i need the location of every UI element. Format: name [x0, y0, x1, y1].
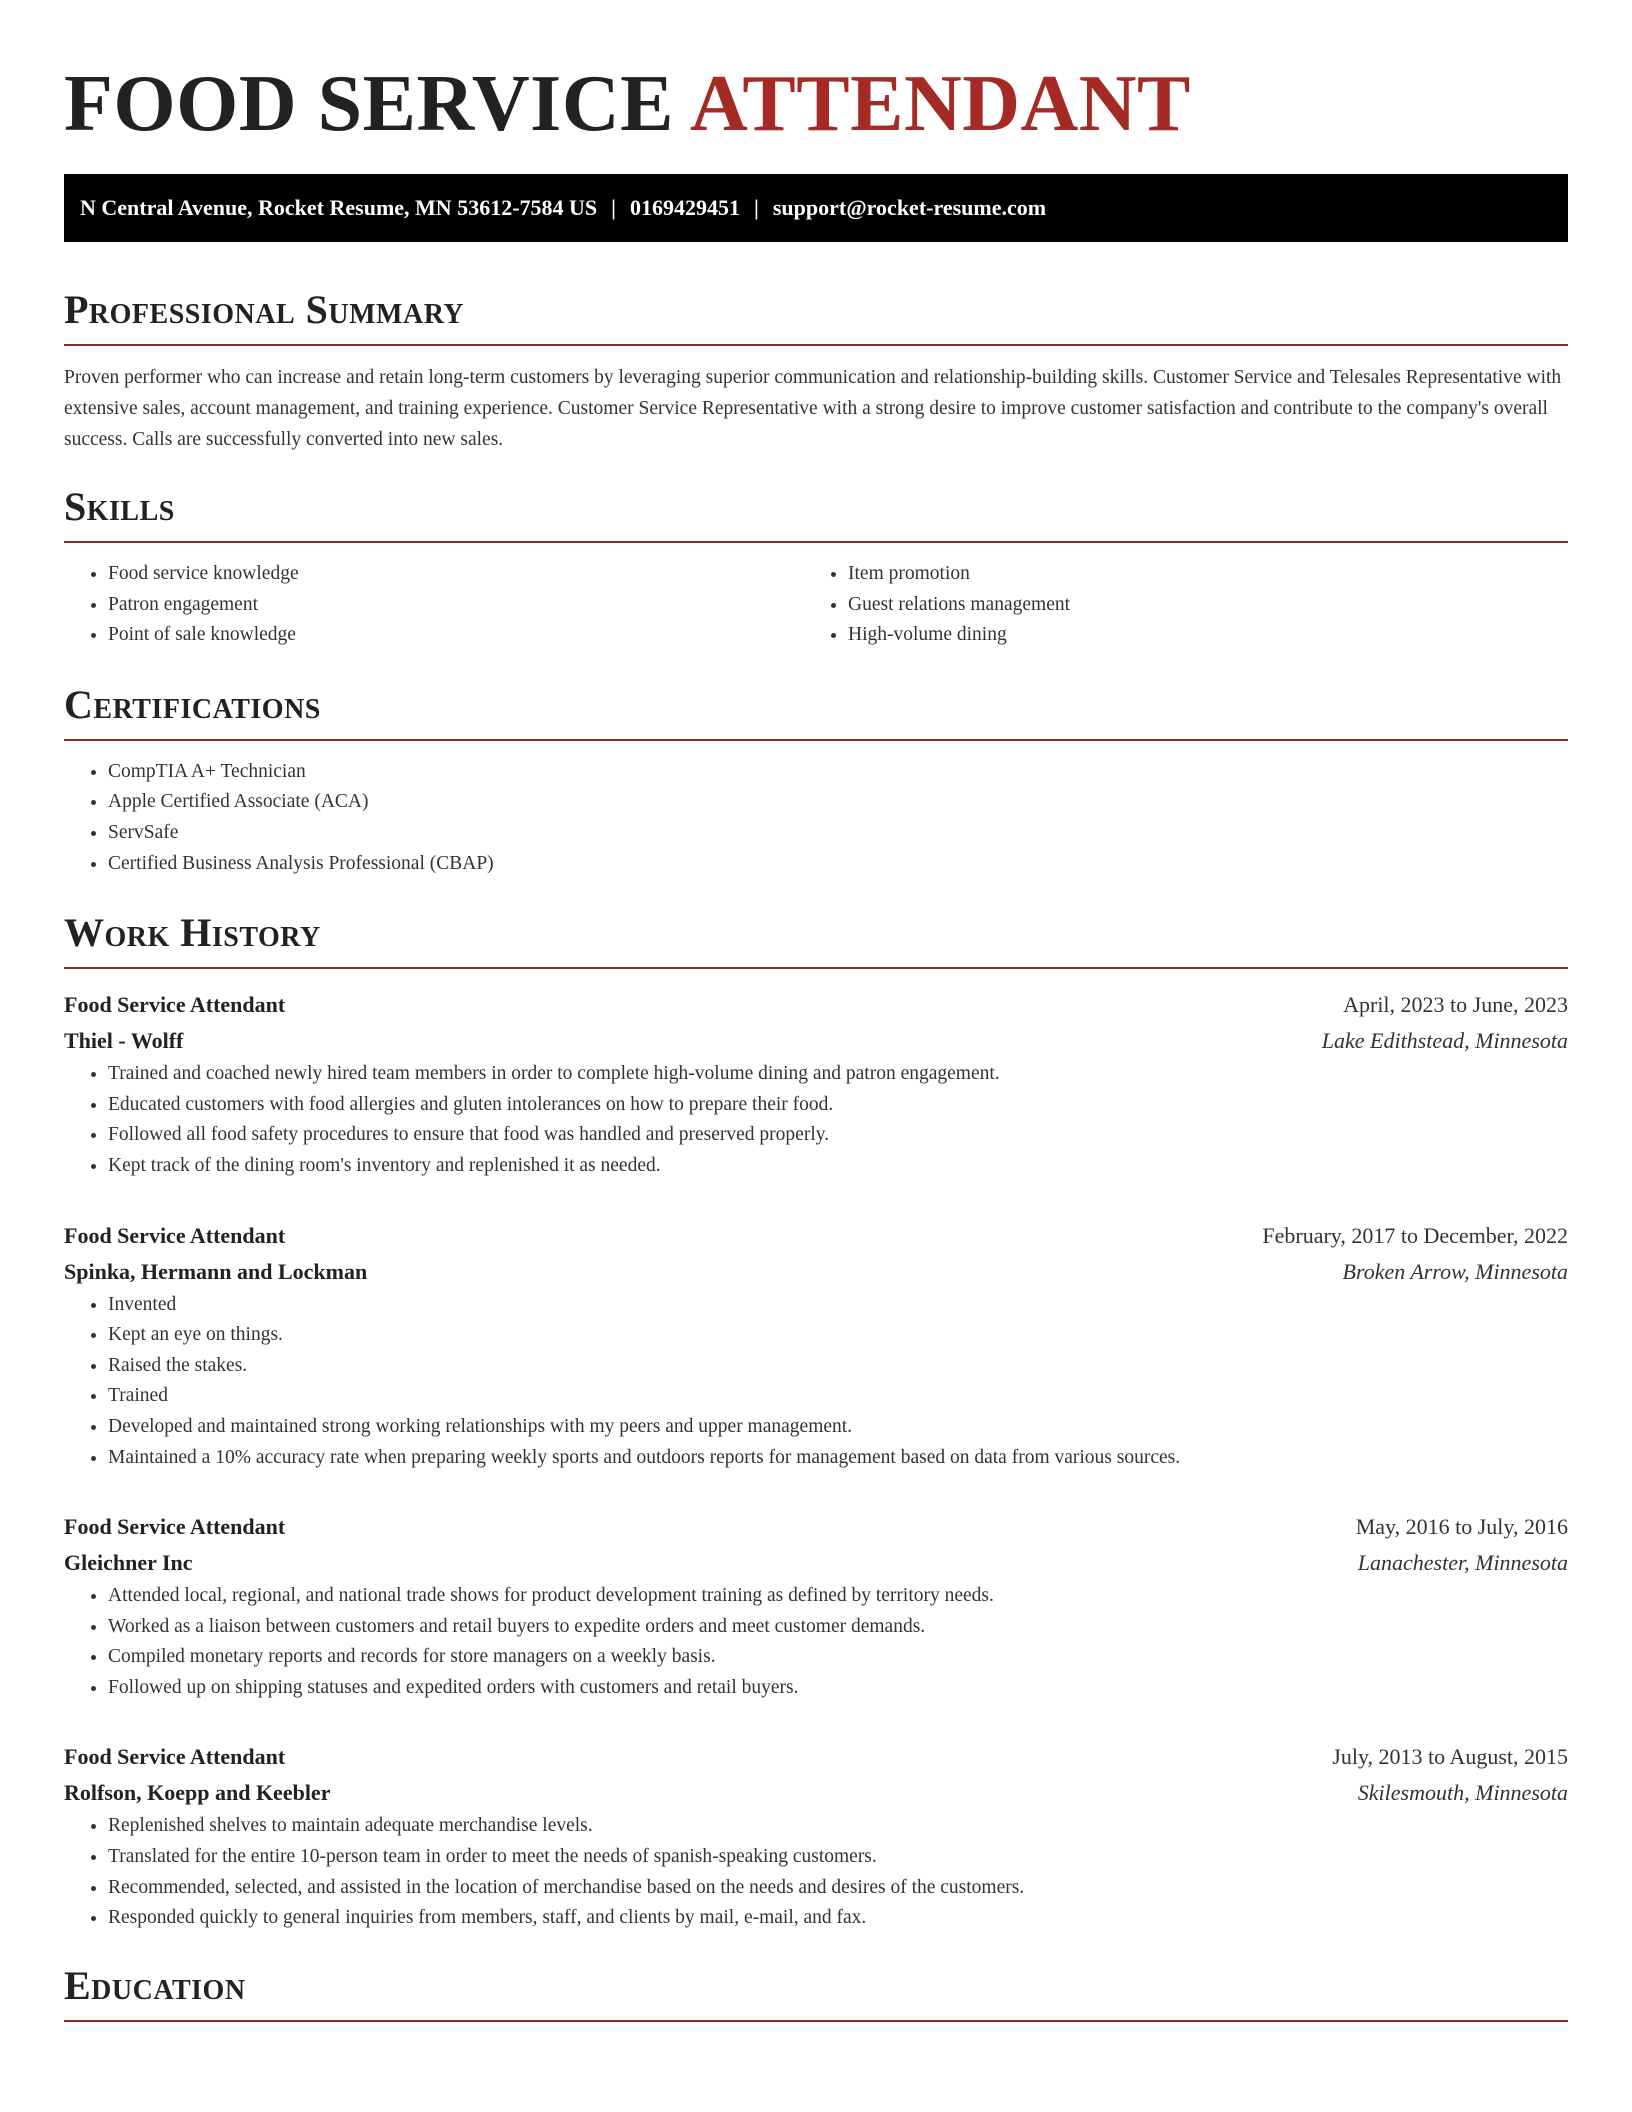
name-last: ATTENDANT — [690, 60, 1191, 148]
job-bullet: • Followed all food safety procedures to ensure that food was handled and preserved properly. — [108, 1120, 1568, 1151]
job-bullet: • Kept track of the dining room's inventory and replenished it as needed. — [108, 1151, 1568, 1182]
job-bullet: • Worked as a liaison between customers and retail buyers to expedite orders and meet customer demands. — [108, 1612, 1568, 1643]
section-title-certifications: Certifications — [64, 681, 321, 727]
certification-item: • Certified Business Analysis Professional (CBAP) — [108, 849, 1568, 880]
job-bullet: • Recommended, selected, and assisted in the location of merchandise based on the needs and desires of the customers. — [108, 1873, 1568, 1904]
job-company: Thiel - Wolff — [64, 1028, 184, 1054]
job-entry — [64, 1218, 1568, 1474]
certification-item: • CompTIA A+ Technician — [108, 757, 1568, 788]
certification-item: • ServSafe — [108, 818, 1568, 849]
contact-bar — [64, 174, 1568, 242]
job-title: Food Service Attendant — [64, 1744, 286, 1770]
section-title-summary: Professional Summary — [64, 287, 465, 332]
section-title-work-history: Work History — [64, 910, 321, 956]
section-divider — [64, 344, 1568, 346]
section-divider — [64, 2020, 1568, 2022]
job-company-row — [64, 1775, 1568, 1811]
job-header-row — [64, 1218, 1568, 1254]
job-bullets — [64, 1811, 1568, 1933]
job-company-row — [64, 1254, 1568, 1290]
resume-page — [64, 0, 1568, 2022]
skill-item: • Guest relations management — [848, 590, 1544, 621]
skills-column-right — [804, 559, 1544, 651]
job-company: Rolfson, Koepp and Keebler — [64, 1780, 331, 1806]
section-title-education: Education — [64, 1962, 246, 2008]
skill-item: • Food service knowledge — [108, 559, 804, 590]
skills-column-left — [64, 559, 804, 651]
job-dates: July, 2013 to August, 2015 — [1332, 1744, 1568, 1770]
skills-list-left — [64, 559, 804, 651]
job-entry — [64, 987, 1568, 1181]
section-title-skills: Skills — [64, 484, 175, 529]
job-bullet: • Responded quickly to general inquiries from members, staff, and clients by mail, e-mail, and fax. — [108, 1903, 1568, 1934]
skills-list-right — [804, 559, 1544, 651]
skill-item: • Item promotion — [848, 559, 1544, 590]
job-location: Lake Edithstead, Minnesota — [1321, 1028, 1568, 1054]
name-first: FOOD SERVICE — [64, 60, 674, 148]
job-location: Lanachester, Minnesota — [1357, 1550, 1568, 1576]
job-bullet: • Translated for the entire 10-person team in order to meet the needs of spanish-speaking customers. — [108, 1842, 1568, 1873]
section-skills — [64, 483, 1568, 651]
section-certifications — [64, 681, 1568, 879]
contact-separator: | — [611, 195, 616, 220]
summary-text: Proven performer who can increase and retain long-term customers by leveraging superior communication and relationship-building skills. Customer Service and Telesales Representative with extensive sales, account management, and training experience. Customer Service Representative with a strong desire to improve customer satisfaction and contribute to the company's overall success. Calls are successfully converted into new sales. — [64, 367, 1562, 450]
section-divider — [64, 739, 1568, 741]
section-work-history — [64, 909, 1568, 1934]
certification-item: • Apple Certified Associate (ACA) — [108, 787, 1568, 818]
job-bullet: • Developed and maintained strong working relationships with my peers and upper management. — [108, 1412, 1568, 1443]
job-entry — [64, 1509, 1568, 1703]
section-divider — [64, 967, 1568, 969]
job-title: Food Service Attendant — [64, 1514, 286, 1540]
contact-address: N Central Avenue, Rocket Resume, MN 53612-7584 US — [80, 195, 598, 220]
job-dates: February, 2017 to December, 2022 — [1262, 1222, 1568, 1248]
skill-item: • High-volume dining — [848, 620, 1544, 651]
job-bullets — [64, 1581, 1568, 1703]
job-bullet: • Raised the stakes. — [108, 1351, 1568, 1382]
job-dates: May, 2016 to July, 2016 — [1355, 1514, 1568, 1540]
job-title: Food Service Attendant — [64, 1222, 286, 1248]
job-bullet: • Kept an eye on things. — [108, 1320, 1568, 1351]
resume-name — [64, 0, 1568, 150]
skills-grid — [64, 559, 1568, 651]
job-company-row — [64, 1023, 1568, 1059]
job-location: Skilesmouth, Minnesota — [1357, 1780, 1568, 1806]
contact-phone: 0169429451 — [630, 195, 740, 220]
job-bullet: • Educated customers with food allergies and gluten intolerances on how to prepare their food. — [108, 1090, 1568, 1121]
contact-email: support@rocket-resume.com — [772, 195, 1047, 220]
section-divider — [64, 541, 1568, 543]
job-dates: April, 2023 to June, 2023 — [1343, 992, 1568, 1018]
job-location: Broken Arrow, Minnesota — [1342, 1258, 1568, 1284]
job-header-row — [64, 1739, 1568, 1775]
job-bullet: • Trained — [108, 1381, 1568, 1412]
job-header-row — [64, 987, 1568, 1023]
job-header-row — [64, 1509, 1568, 1545]
job-bullet: • Followed up on shipping statuses and expedited orders with customers and retail buyers. — [108, 1673, 1568, 1704]
job-company: Gleichner Inc — [64, 1550, 193, 1576]
job-bullet: • Compiled monetary reports and records for store managers on a weekly basis. — [108, 1642, 1568, 1673]
job-bullets — [64, 1059, 1568, 1181]
job-bullet: • Invented — [108, 1290, 1568, 1321]
job-bullet: • Trained and coached newly hired team members in order to complete high-volume dining and patron engagement. — [108, 1059, 1568, 1090]
job-bullet: • Replenished shelves to maintain adequate merchandise levels. — [108, 1811, 1568, 1842]
section-education — [64, 1962, 1568, 2022]
job-bullet: • Attended local, regional, and national trade shows for product development training as defined by territory needs. — [108, 1581, 1568, 1612]
job-bullet: • Maintained a 10% accuracy rate when preparing weekly sports and outdoors reports for management based on data from various sources. — [108, 1443, 1568, 1474]
job-company: Spinka, Hermann and Lockman — [64, 1258, 368, 1284]
job-title: Food Service Attendant — [64, 992, 286, 1018]
job-company-row — [64, 1545, 1568, 1581]
skill-item: • Patron engagement — [108, 590, 804, 621]
contact-separator: | — [754, 195, 759, 220]
job-entry — [64, 1739, 1568, 1933]
skill-item: • Point of sale knowledge — [108, 620, 804, 651]
section-summary — [64, 286, 1568, 455]
job-bullets — [64, 1290, 1568, 1474]
certifications-list — [64, 757, 1568, 879]
